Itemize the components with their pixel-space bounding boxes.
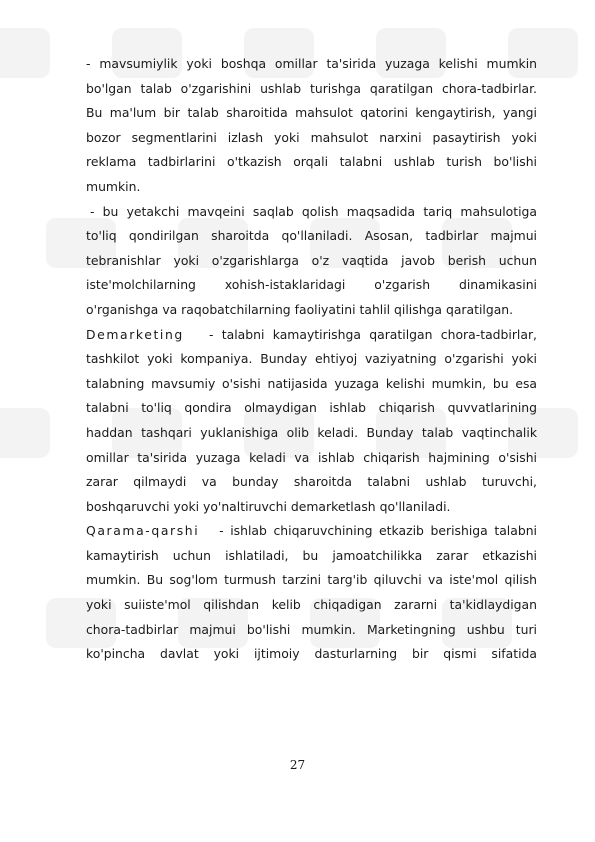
text-span: - talabni kamaytirishga qaratilgan chora-tadbirlar, [208,326,537,342]
text-line: haddan tashqari yuklanishiga olib keladi. Bunday talab vaqtinchalik [86,424,537,440]
paragraph [86,52,537,200]
page-number: 27 [289,758,306,772]
text-line: - mavsumiylik yoki boshqa omillar ta'sirida yuzaga kelishi mumkin [86,56,537,71]
text-line [86,323,537,348]
text-line: iste'molchilarning xohish-istaklaridagi o'zgarish dinamikasini [86,277,537,293]
text-line: Bu ma'lum bir talab sharoitida mahsulot qatorini kengaytirish, yangi [86,105,537,121]
text-line: omillar ta'sirida yuzaga keladi va ishlab chiqarish hajmining o'sishi [86,449,537,465]
text-line: reklama tadbirlarini o'tkazish orqali talabni ushlab turish bo'lishi [86,154,537,170]
text-line: o'rganishga va raqobatchilarning faoliyatini tahlil qilishga qaratilgan. [86,301,514,317]
text-line: tebranishlar yoki o'zgarishlarga o'z vaqtida javob berish uchun [86,252,537,268]
text-line: talabni to'liq qondira olmaydigan ishlab chiqarish quvvatlarining [86,400,537,416]
text-line: yoki suiiste'mol qilishdan kelib chiqadigan zararni ta'kidlaydigan [86,597,537,613]
text-line: to'liq qondirilgan sharoitda qo'llaniladi. Asosan, tadbirlar majmui [86,228,537,244]
text-line [86,519,537,544]
text-span: - ishlab chiqaruvchining etkazib berishiga talabni [219,523,537,539]
text-line: - bu yetakchi mavqeini saqlab qolish maqsadida tariq mahsulotiga [90,203,537,219]
text-line: zarar qilmaydi va bunday sharoitda talabni ushlab turuvchi, [86,474,537,490]
watermark-shape [0,28,50,78]
watermark-shape [0,408,50,458]
text-line: boshqaruvchi yoki yo'naltiruvchi demarketlash qo'llaniladi. [86,498,451,514]
text-line: talabning mavsumiy o'sishi natijasida yuzaga kelishi mumkin, bu esa [86,375,537,391]
term-demarketing: Demarketing [86,326,184,342]
paragraph [86,519,537,667]
text-line: mumkin. Bu sog'lom turmush tarzini targ'ib qiluvchi va iste'mol qilish [86,572,537,588]
text-line: chora-tadbirlar majmui bo'lishi mumkin. Marketingning ushbu turi [86,621,537,637]
text-line: tashkilot yoki kompaniya. Bunday ehtiyoj vaziyatning o'zgarishi yoki [86,351,537,367]
text-line: bozor segmentlarini izlash yoki mahsulot narxini pasaytirish yoki [86,129,537,145]
text-line: bo'lgan talab o'zgarishini ushlab turishga qaratilgan chora-tadbirlar. [86,80,537,96]
page-body [86,52,537,667]
term-qarama-qarshi: Qarama-qarshi [86,523,200,539]
text-line: ko'pincha davlat yoki ijtimoiy dasturlarning bir qismi sifatida [86,646,537,662]
text-line: kamaytirish uchun ishlatiladi, bu jamoatchilikka zarar etkazishi [86,547,537,563]
paragraph [86,200,537,323]
paragraph [86,323,537,520]
text-line: mumkin. [86,178,141,194]
